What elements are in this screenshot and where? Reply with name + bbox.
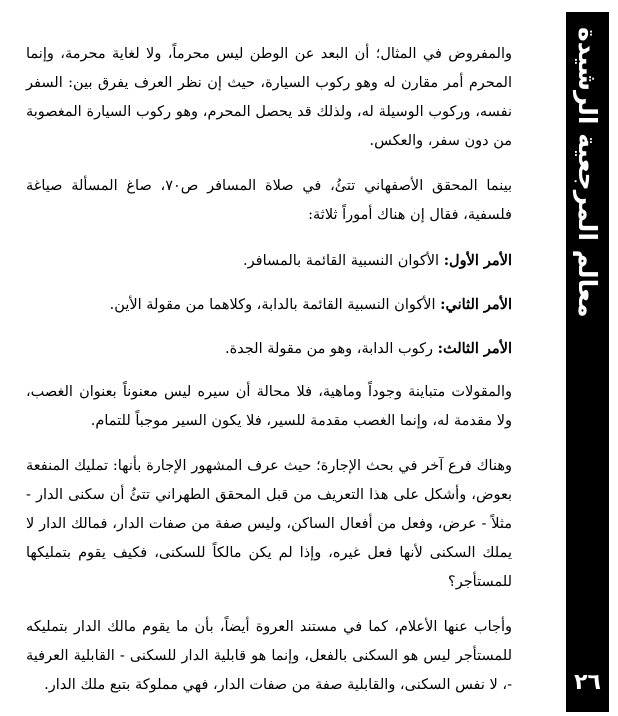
item-text: الأكوان النسبية القائمة بالمسافر. <box>243 253 444 269</box>
item-lead: الأمر الثاني: <box>440 296 512 313</box>
item-text: ركوب الدابة، وهو من مقولة الجدة. <box>224 341 438 357</box>
paragraph: وهناك فرع آخر في بحث الإجارة؛ حيث عرف المشهور الإجارة بأنها: تمليك المنفعة بعوض، وأشكل على هذا التعريف من قبل المحقق الطهراني تتئُ أن سكنى الدار - مثلاً - عرض، وفعل من أفعال الساكن، وليس صفة من صفات الدار، فمالك الدار لا يملك السكنى لأنها فعل غيره، وإذا لم يكن مالكاً للسكنى، فكيف يقوم بتمليكها للمستأجر؟ <box>26 458 512 590</box>
item-text: الأكوان النسبية القائمة بالدابة، وكلاهما من مقولة الأين. <box>109 297 441 313</box>
item-lead: الأمر الأول: <box>443 252 512 269</box>
body-text <box>26 40 512 716</box>
list-item <box>26 334 512 364</box>
page-number: ٢٦ <box>574 670 601 695</box>
list-item <box>26 246 512 276</box>
item-lead: الأمر الثالث: <box>437 340 512 357</box>
paragraph: بينما المحقق الأصفهاني تتئُ، في صلاة المسافر ص٧٠، صاغ المسألة صياغة فلسفية، فقال إن هناك أموراً ثلاثة: <box>26 178 512 223</box>
paragraph: والمقولات متباينة وجوداً وماهية، فلا محالة أن سيره ليس معنوناً بعنوان الغصب، ولا مقدمة له، وإنما الغصب مقدمة للسير، فلا يكون السير موجباً للتمام. <box>26 384 512 429</box>
paragraph: والمفروض في المثال؛ أن البعد عن الوطن ليس محرماً، ولا لغاية محرمة، وإنما المحرم أمر مقارن له وهو ركوب السيارة، حيث إن نظر العرف يفرق بين: السفر نفسه، وركوب الوسيلة له، ولذلك قد يحصل المحرم، وهو ركوب السيارة المغصوبة من دون سفر، والعكس. <box>26 46 512 149</box>
book-title: معالم المرجعية الرشيدة <box>573 27 602 318</box>
paragraph: وأجاب عنها الأعلام، كما في مستند العروة أيضاً، بأن ما يقوم مالك الدار بتمليكه للمستأجر ليس هو السكنى بالفعل، وإنما هو قابلية الدار للسكنى - القابلية العرفية -، لا نفس السكنى، والقابلية صفة من صفات الدار، فهي مملوكة بتبع ملك الدار. <box>26 619 512 693</box>
list-item <box>26 290 512 320</box>
